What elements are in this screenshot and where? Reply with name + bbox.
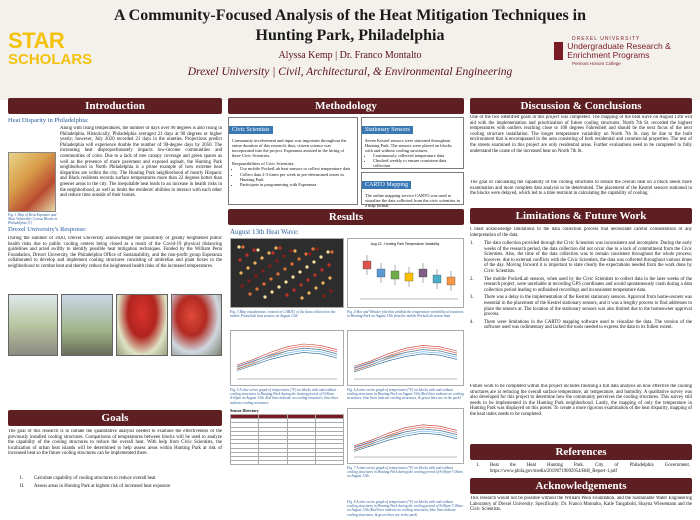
map-point <box>241 245 244 248</box>
series-line <box>237 348 337 369</box>
map-point <box>263 295 266 298</box>
map-point <box>276 272 279 275</box>
stationary-sensors-box <box>361 117 464 169</box>
map-point <box>246 266 249 269</box>
goals-item <box>20 484 220 490</box>
map-point <box>254 274 257 277</box>
map-point <box>284 280 287 283</box>
introduction-header: Introduction <box>8 98 222 114</box>
time-series-chart-1 <box>230 330 344 386</box>
reference-item-num: 1. <box>476 463 480 468</box>
limitation-item <box>470 277 692 294</box>
intro-paragraph-1-text: Along with rising temperatures, the number of days over 90 degrees is also rising in Philadelphia. Historically, Philadelphia averaged 21 days at 90 degrees or higher yearly; however, July 2020 recorded 21 days in the nineties. Projections predict Philadelphia will experience double the number of 90-degree days by 2050. The increasing heat disproportionately impacts low-income communities and communities of color. Due to a lack of tree canopy coverage and green spaces as well as the presence of more pavement and exposed asphalt, the Hunting Park neighborhood in North Philadelphia is a prime example of how extreme heat disparities are within the city. The Hunting Park neighborhood of mostly Hispanic and Black residents records surface temperatures more than 22 degrees hotter than greener areas in the city. The inequitable heat leads to an increase in health risks in the neighborhood, as well as limits the residents' abilities to interact with each other and reduce time outside of their homes. <box>60 126 222 199</box>
time-series-chart-2 <box>347 330 464 386</box>
intro-paragraph-1 <box>8 126 222 216</box>
map-point <box>299 283 302 286</box>
time-series-caption-3: Fig. 7 A time series graph of temperature (°F) on blocks with and without cooling structures in Hunting Park during the cooling period of 8:00pm-7:00am on August 13th <box>347 466 463 479</box>
limitation-item <box>470 241 692 275</box>
series-line <box>354 429 457 450</box>
star-logo-line2: SCHOLARS <box>8 51 93 68</box>
map-point <box>327 263 330 266</box>
limitations-intro: I must acknowledge limitations to the data collection process that necessitate careful consideration of any interpretation of the data. <box>470 227 692 238</box>
map-point <box>285 293 288 296</box>
limitation-item <box>470 295 692 317</box>
map-point <box>293 249 296 252</box>
civic-responsibility-item: • Use mobile PocketLab heat sensors to collect temperature data <box>240 166 354 171</box>
box-plot-caption: Fig. 4 Box and Whisker plot that exhibits the temperature variability at locations in Hunting Park on August 13th from the mobile PocketLab sensor data <box>347 310 464 319</box>
limitation-item-text: There was a delay in the implementation of the Kestrel stationary sensors. Approval from home-owners was essential in the placement of the Kestrel stationary sensors, and it was a lengthy process to find addresses to place the sensors at. The location of the stationary sensors was also limited due to the homeowner approval process. <box>484 295 692 318</box>
map-point <box>239 271 242 274</box>
map-point <box>256 248 259 251</box>
map-point <box>270 290 273 293</box>
box-plot-svg <box>348 239 463 307</box>
box-plot-rect <box>447 277 455 285</box>
references-header: References <box>470 444 692 460</box>
civic-responsibility-item: • Collect data 2-3 times per week in pre-determined zones in Hunting Park <box>240 172 354 182</box>
map-point <box>311 247 314 250</box>
limitation-item-num: 2. <box>470 276 474 282</box>
stationary-sensors-body <box>362 136 463 171</box>
map-point <box>277 285 280 288</box>
map-point <box>321 281 324 284</box>
star-logo-line1: STAR <box>8 28 65 53</box>
map-point <box>237 245 240 248</box>
limitations-header: Limitations & Future Work <box>470 208 692 224</box>
map-point <box>313 273 316 276</box>
time-series-svg-1 <box>231 331 343 385</box>
stationary-sensor-item: • Continuously collected temperature data <box>373 153 460 158</box>
goals-paragraph: The goal of this research is to initiate the quantitative analysis needed to examine the effectiveness of the previously installed cooling structures. Comparisons of temperatures between blocks will be used to analyze the capability of the cooling structures to reduce the overall heat. With help from Civic Scientists, the localization of urban heat islands will be determined to help assess areas within Hunting Park at risk of increased heat so the future cooling structures can be implemented there. <box>8 429 222 457</box>
limitations-list <box>470 241 692 333</box>
goals-item-text: Calculate capability of cooling structures to reduce overall heat <box>34 476 156 481</box>
map-point <box>275 259 278 262</box>
box-plot-box <box>433 269 441 289</box>
goals-item-text: Assess areas in Hunting Park at highest risk of increased heat exposure <box>34 483 171 489</box>
drexel-logo <box>554 36 692 66</box>
map-point <box>271 251 274 254</box>
stationary-sensors-title: Stationary Sensors <box>362 126 413 134</box>
box-plot-box <box>405 267 413 287</box>
map-point <box>282 254 285 257</box>
map-point <box>267 251 270 254</box>
reference-item <box>476 463 690 474</box>
drexel-dragon-icon <box>554 42 563 60</box>
goals-item-num: I. <box>20 476 23 481</box>
time-series-caption-4: Fig. 8 A time series graph of temperature (°F) on blocks with and without cooling structures in Hunting Park during the cooling period of 9:00pm-7:00am on August 13th (Red lines indicate no cooling structures, blue lines indicate cooling structures, & green lines are in the park) <box>347 500 463 517</box>
carto-mapping-title: CARTO Mapping <box>362 181 411 189</box>
box-plot-box <box>447 271 455 291</box>
map-point <box>298 270 301 273</box>
reference-item-text: Beat the Heat Hunting Park. City of Philadelphia Government. https://www.phila.gov/media/20190719092954/BtH_Report-1.pdf <box>490 463 690 474</box>
map-point <box>328 276 331 279</box>
map-point <box>304 252 307 255</box>
limitations-closing: Future work to be completed within this project includes finishing a full data analysis on how effective the cooling structures are at reducing the overall surface temperature, air temperature, and humidity. A qualitative survey was also developed for this project to determine how the community perceives the cooling structures. This survey still needs to be implemented in the Hunting Park neighborhood. Lastly, the mapping of only the temperature in Hunting Park was displayed on this poster. To create a more rigorous examination of the heat disparity, mapping of the heat index needs to be completed. <box>470 384 692 417</box>
map-point <box>269 277 272 280</box>
poster-header <box>0 0 700 100</box>
civic-scientists-title: Civic Scientists <box>229 126 273 134</box>
stationary-sensor-item: • Checked weekly to ensure consistent data collection <box>373 158 460 168</box>
photo-umbrella-2 <box>171 294 222 356</box>
map-point <box>322 294 325 297</box>
map-point <box>247 279 250 282</box>
carto-temperature-map <box>230 238 344 308</box>
map-point <box>274 246 277 249</box>
table-row <box>231 461 344 465</box>
map-point <box>268 264 271 267</box>
limitation-item-num: 3. <box>470 295 474 301</box>
map-point <box>261 269 264 272</box>
map-point <box>329 289 332 292</box>
map-point <box>278 246 281 249</box>
limitation-item-text: There were limitations in the CARTO mapping software used to visualize the data. The version of the software used was rudimentary and lacked the tools needed to express the data to its fullest extent. <box>484 319 692 331</box>
map-point <box>245 253 248 256</box>
poster-authors: Alyssa Kemp | Dr. Franco Montalto <box>278 50 422 61</box>
map-point <box>240 284 243 287</box>
map-point <box>255 287 258 290</box>
discussion-paragraph-1: One of the two identified goals in this project was completed. The mapping of the heat wave on August 13th will aid with the implementation and prioritization of future cooling structures. North 7th St. recorded the highest temperatures with outliers reaching close to 100 degrees Fahrenheit and should be the next focus of the next cooling structure installation. The longer temperature variability on North 7th St. may be due to the built environment that is encompassed in the area consisting of both residential and commercial properties. The rest of the streets examined in this project are only residential areas. Further evaluations need to be completed to fully understand the cause of the increased heat on North 7th St. <box>470 115 692 154</box>
box-plot-rect <box>433 275 441 283</box>
results-subhead: August 13th Heat Wave: <box>230 228 299 236</box>
acknowledgements-paragraph: This research would not be possible without the William Penn Foundation, and the Sustainable Water Engineering Laboratory of Drexel University. Specifically: Dr. Franco Montalto, Katie Tangabold, Shayna Wiesemann and the Civic Scientists. <box>470 496 692 513</box>
map-point <box>326 250 329 253</box>
box-plot-box <box>377 263 385 283</box>
time-series-chart-3 <box>347 408 464 464</box>
box-plot-box <box>391 265 399 285</box>
sensor-directory-title: Sensor Directory <box>230 408 259 413</box>
civic-responsibility-item: • Participate in programming with Esperanza <box>240 182 354 187</box>
box-plot-title: Aug 13 - Hunting Park Temperature Variability <box>370 242 440 246</box>
map-point <box>319 255 322 258</box>
map-point <box>252 248 255 251</box>
star-scholars-logo <box>8 28 93 68</box>
map-point <box>300 296 303 299</box>
box-plot-box <box>363 255 371 275</box>
map-point <box>306 278 309 281</box>
limitation-item-num: 4. <box>470 319 474 325</box>
time-series-svg-2 <box>348 331 463 385</box>
discussion-paragraph-2: The goal of calculating the capability of the cooling structures to reduce the overall heat on a block needs more examination and more complete data analysis to be determined. The placement of the Kestrel sensors stationed in the blocks were delayed, which led to a time restraint in calculating the capability of cooling. <box>470 180 692 197</box>
map-point <box>330 250 333 253</box>
map-float-spacer <box>8 150 60 216</box>
map-point <box>292 288 295 291</box>
goals-item <box>20 476 220 482</box>
map-point <box>312 260 315 263</box>
poster-title: A Community-Focused Analysis of the Heat Mitigation Techniques in Hunting Park, Philadelphia <box>113 7 587 44</box>
map-point <box>248 292 251 295</box>
map-point <box>260 256 263 259</box>
photo-plant-boxes-2 <box>61 294 113 356</box>
box-plot-rect <box>419 269 427 277</box>
drexel-logo-sub: Pennoni Honors College <box>572 61 621 66</box>
series-line <box>354 350 457 371</box>
box-plot-rect <box>391 271 399 279</box>
time-series-svg-3 <box>348 409 463 463</box>
references-list <box>476 463 690 476</box>
box-plot-box <box>419 263 427 283</box>
limitation-item-text: The mobile PocketLab sensors, when used by the Civic Scientists to collect data in the later weeks of the research project, were unreliable at recording GPS coordinates and would spontaneously crash during a data collection period leading to unfinished recordings and inconsistent temperature data. <box>484 276 692 293</box>
map-point <box>308 252 311 255</box>
civic-responsibilities-heading: Responsibilities of Civic Scientists: <box>232 161 295 167</box>
map-point <box>262 282 265 285</box>
map-point <box>297 257 300 260</box>
map-point <box>307 291 310 294</box>
intro-subhead-heat-disparity: Heat Disparity in Philadelphia: <box>8 117 89 124</box>
box-plot-rect <box>363 261 371 269</box>
carto-mapping-box <box>361 172 464 209</box>
map-point <box>253 261 256 264</box>
box-plot-rect <box>377 269 385 277</box>
intro-subhead-drexel-response: Drexel University's Response: <box>8 226 87 233</box>
intro-paragraph-2: During the summer of 2020, Drexel University acknowledged the possibility of greatly heightened public health risks due to public cooling centers being closed as a result of the Covid-19 physical distancing guidelines and acted swiftly to identify possible heat mitigation techniques. Funded by the William Penn Foundation, Drexel University, the Philadelphia Office of Sustainability, and the non-profit group Esperanza collaborated to develop and implement cooling structures consisting of umbrellas and plant boxes in the neighborhood to combat heat and thereby reduce the heightened health risks of the increased temperatures. <box>8 236 222 269</box>
goals-item-num: II. <box>20 483 25 489</box>
map-point <box>283 267 286 270</box>
map-point <box>238 258 241 261</box>
time-series-caption-2: Fig. 6 A time series graph of temperature (°F) on blocks with and without cooling structures in Hunting Park on August 13th (Red lines indicate no cooling structures, blue lines indicate cooling structures, & green lines are in the park) <box>347 388 464 401</box>
map-point <box>291 275 294 278</box>
results-header: Results <box>228 209 464 225</box>
map-point <box>289 249 292 252</box>
drexel-logo-top: DREXEL UNIVERSITY <box>572 36 641 42</box>
carto-mapping-body: The online mapping service CARTO was used to visualize the data collected from the civic scientists in a map format. <box>365 193 460 209</box>
carto-map-caption: Fig. 3 Map visualization, created on CARTO, of the data collected on the mobile PocketLab heat sensors on August 13th <box>230 310 336 319</box>
civic-scientists-body <box>229 136 357 189</box>
map-point <box>320 268 323 271</box>
box-plot-chart <box>347 238 464 308</box>
intro-map-caption: Fig. 1 Map of Heat Exposure and Most Vulnerable Census Blocks in Philadelphia [1] <box>8 213 58 226</box>
box-plot-rect <box>405 273 413 281</box>
photo-umbrella-1 <box>116 294 168 356</box>
time-series-caption-1: Fig. 5 A time series graph of temperature (°F) on blocks with and without cooling structures in Hunting Park during the heating period of 9:00am-4:00pm on August 13th. Red lines indicate no cooling structures, blue lines indicate cooling structures <box>230 388 339 405</box>
stationary-sensors-paragraph: Seven Kestrel sensors were stationed throughout Hunting Park. The sensors were placed on blocks with and without cooling structures. <box>365 138 452 154</box>
limitation-item <box>470 320 692 331</box>
map-point <box>315 247 318 250</box>
limitation-item-text: The data collection provided through the Civic Scientists was inconsistent and incomplete. During the early weeks of the research period, the data collection did not occur due to a lack of commitment from the Civic Scientists. Also, the time of the data collection was to remain consistent throughout the whole process; however, due to external conflicts with the Civic Scientists, the data was collected throughout various times of the day. Moving forward it is important to state clearly the expectations needed from the work done by Civic Scientists. <box>484 241 692 274</box>
drexel-logo-main: Undergraduate Research & Enrichment Programs <box>567 41 671 60</box>
sensor-directory-table <box>230 414 344 465</box>
map-point <box>305 265 308 268</box>
poster-department: Drexel University | Civil, Architectural, & Environmental Engineering <box>187 66 513 78</box>
goals-header: Goals <box>8 410 222 426</box>
goals-list <box>20 476 220 491</box>
methodology-header: Methodology <box>228 98 464 114</box>
acknowledgements-header: Acknowledgements <box>470 478 692 494</box>
discussion-header: Discussion & Conclusions <box>470 98 692 114</box>
limitation-item-num: 1. <box>470 241 474 246</box>
photo-plant-boxes-1 <box>8 294 58 356</box>
civic-scientists-paragraph: Community involvement and input was important throughout the entire duration of this research, thus, citizen science was incorporated into the project. Esperanza assisted in the hiring of three Civic Scientists. <box>232 138 347 159</box>
civic-scientists-box <box>228 117 358 205</box>
map-point <box>290 262 293 265</box>
carto-map-svg <box>231 239 343 307</box>
map-point <box>314 286 317 289</box>
